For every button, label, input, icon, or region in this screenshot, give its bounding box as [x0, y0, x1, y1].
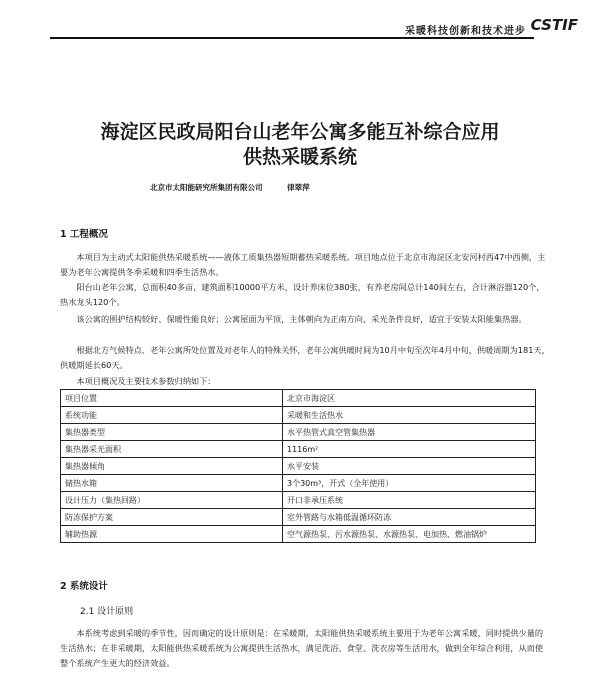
table-cell-value: 采暖和生活热水 — [283, 407, 536, 424]
table-row — [61, 458, 536, 475]
section-1-paragraph-1: 本项目为主动式太阳能供热采暖系统——液体工质集热器短期蓄热采暖系统。项目地点位于北京市海淀区北安河村西47中西侧，主要为老年公寓提供冬季采暖和四季生活热水。 — [60, 252, 546, 277]
table-intro: 本项目概况及主要技术参数归纳如下： — [76, 376, 216, 386]
table-row — [61, 509, 536, 526]
table-cell-value: 室外管路与水箱低温循环防冻 — [283, 509, 536, 526]
table-cell-key: 防冻保护方案 — [61, 509, 283, 526]
table-row — [61, 441, 536, 458]
section-2-paragraph-1: 本系统考虑到采暖的季节性，因而确定的设计原则是：在采暖期，太阳能供热采暖系统主要用于为老年公寓采暖，同时提供少量的生活热水；在非采暖期，太阳能供热采暖系统为公寓提供生活热水，满足洗浴、食堂、洗衣房等生活用水，做到全年综合利用，从而使整个系统产生更大的经济效益。 — [60, 628, 544, 668]
table-row — [61, 526, 536, 543]
title-line-1: 海淀区民政局阳台山老年公寓多能互补综合应用 — [100, 121, 500, 143]
table-cell-value: 1116m² — [283, 441, 536, 458]
table-cell-value: 水平热管式真空管集热器 — [283, 424, 536, 441]
section-2-1-heading: 2.1 设计原则 — [80, 607, 134, 617]
affiliation: 北京市太阳能研究所集团有限公司 — [150, 183, 263, 192]
section-1-paragraph-4: 根据北方气候特点、老年公寓所处位置及对老年人的特殊关怀，老年公寓供暖时间为10月中旬至次年4月中旬，供暖周期为181天，供暖期延长60天。 — [60, 345, 550, 370]
table-cell-key: 项目位置 — [61, 390, 283, 407]
table-cell-value: 开口非承压系统 — [283, 492, 536, 509]
section-1-paragraph-3: 该公寓的围护结构较好、保暖性能良好；公寓屋面为平顶，主体朝向为正南方向，采光条件良好，适宜于安装太阳能集热器。 — [76, 314, 527, 324]
table-row — [61, 407, 536, 424]
table-cell-key: 储热水箱 — [61, 475, 283, 492]
table-cell-value: 空气源热泵、污水源热泵、水源热泵、电加热、燃油锅炉 — [283, 526, 536, 543]
section-1-heading: 1 工程概况 — [60, 229, 108, 240]
table-cell-key: 集热器倾角 — [61, 458, 283, 475]
table-cell-key: 集热器类型 — [61, 424, 283, 441]
table-row — [61, 424, 536, 441]
table-cell-value: 3个30m³，开式（全年使用） — [283, 475, 536, 492]
table-cell-value: 水平安装 — [283, 458, 536, 475]
title-line-2: 供热采暖系统 — [242, 146, 357, 168]
table-cell-key: 集热器采光面积 — [61, 441, 283, 458]
project-parameters-table — [60, 389, 536, 543]
cstif-logo: CSTIF — [530, 16, 578, 34]
section-2-heading: 2 系统设计 — [60, 581, 108, 592]
header-rule — [50, 37, 534, 39]
table-cell-value: 北京市海淀区 — [283, 390, 536, 407]
table-cell-key: 系统功能 — [61, 407, 283, 424]
table-cell-key: 辅助热源 — [61, 526, 283, 543]
author-line — [150, 182, 310, 193]
journal-section-label: 采暖科技创新和技术进步 — [405, 26, 526, 37]
section-1-paragraph-2: 阳台山老年公寓，总面积40多亩，建筑面积10000平方米，设计养床位380张，有养老房间总计140间左右，合计淋浴器120个，热水龙头120个。 — [60, 282, 545, 307]
article-title — [40, 120, 560, 170]
table-cell-key: 设计压力（集热回路） — [61, 492, 283, 509]
table-row — [61, 475, 536, 492]
table-row — [61, 390, 536, 407]
author-name: 律翠萍 — [287, 183, 310, 192]
table-row — [61, 492, 536, 509]
